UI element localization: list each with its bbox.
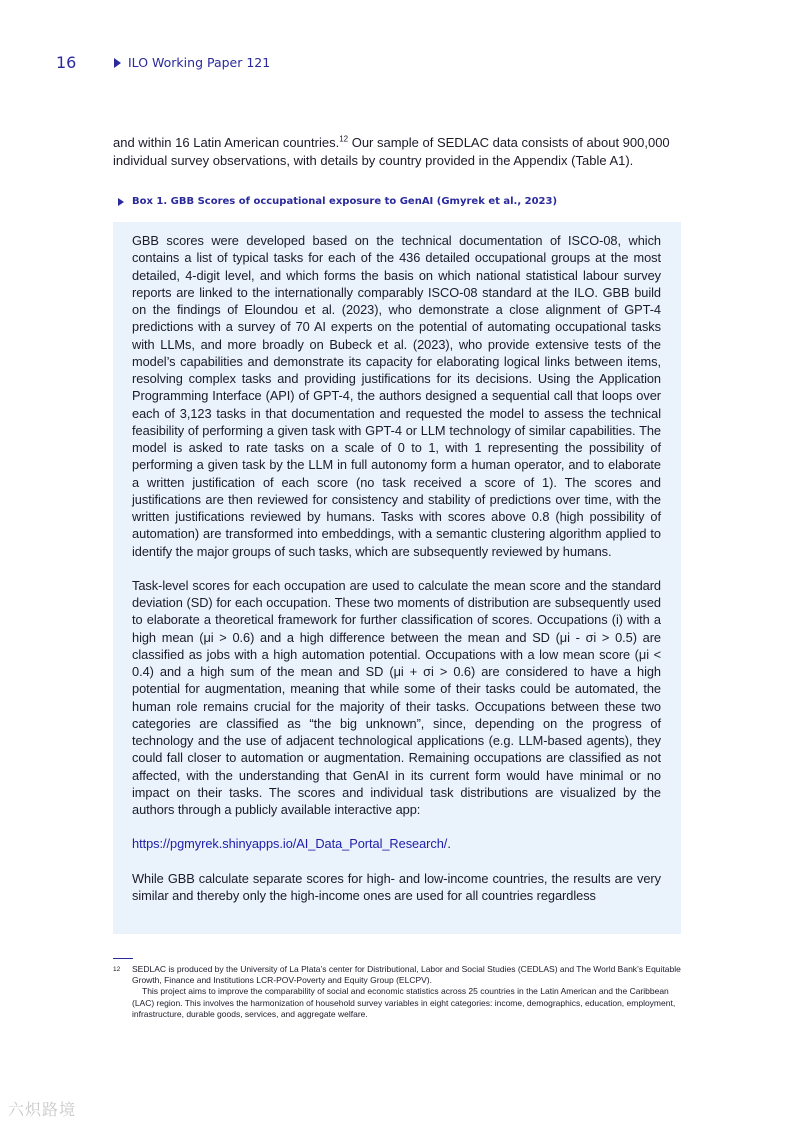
page-number: 16 <box>56 53 77 72</box>
box-title-text: Box 1. GBB Scores of occupational exposure to GenAI (Gmyrek et al., 2023) <box>132 196 558 207</box>
footnote-rule <box>113 958 133 959</box>
footnote-number: 12 <box>113 966 121 973</box>
box-content <box>132 232 661 904</box>
footnote-line-2: This project aims to improve the comparability of social and economic statistics across 25 countries in the Latin American and the Caribbean (LAC) region. This involves the harmonization of household survey variables in eight categories: income, demographics, education, employment, infrastructure, durable goods, services, and aggregate welfare. <box>132 986 676 1019</box>
box-paragraph-3: While GBB calculate separate scores for high- and low-income countries, the results are very similar and thereby only the high-income ones are used for all countries regardless <box>132 870 661 903</box>
running-header <box>114 55 270 70</box>
running-title: ILO Working Paper 121 <box>128 55 271 70</box>
app-link[interactable]: https://pgmyrek.shinyapps.io/AI_Data_Portal_Research/ <box>132 836 448 852</box>
box-panel <box>113 222 681 934</box>
box-paragraph-1: GBB scores were developed based on the technical documentation of ISCO-08, which contains a list of typical tasks for each of the 436 detailed occupational groups at the most detailed, 4-digit level, and which forms the basis on which national statistical labour survey reports are linked to the internationally comparably ISCO-08 standard at the ILO. GBB build on the findings of Eloundou et al. (2023), who demonstrate a close alignment of GPT-4 predictions with a survey of 70 AI experts on the potential of automating occupational tasks with LLMs, and more broadly on Bubeck et al. (2023), who provide extensive tests of the model’s capabilities and demonstrate its capacity for elaborating logical links between items, resolving complex tasks and providing justifications for its decisions. Using the Application Programming Interface (API) of GPT-4, the authors designed a sequential call that loops over each of 3,123 tasks in that documentation and requested the model to assess the technical feasibility of performing a given task with GPT-4 or LLM technology of similar capabilities. The model is asked to rate tasks on a scale of 0 to 1, with 1 representing the possibility of performing a given task by the LLM in full autonomy form a human operator, and to elaborate a written justification of each score (no task received a score of 1). The scores and justifications are then reviewed for consistency and stability of predictions over time, with the written justifications reviewed by humans. Tasks with scores above 0.8 (high possibility of automation) are transformed into embeddings, with a semantic clustering algorithm applied to identify the major groups of such tasks, which are subsequently reviewed by humans. <box>132 233 661 559</box>
box-link-paragraph <box>132 835 661 852</box>
footnote-line-1: SEDLAC is produced by the University of La Plata’s center for Distributional, Labor and Social Studies (CEDLAS) and The World Bank’s Equitable Growth, Finance and Institutions LCR-POV-Poverty and Equity Group (ELCPV). <box>132 964 681 986</box>
link-suffix: . <box>447 836 451 852</box>
footnote-body <box>132 964 681 1020</box>
box-paragraph-2: Task-level scores for each occupation are used to calculate the mean score and the standard deviation (SD) for each occupation. These two moments of distribution are subsequently used to elaborate a theoretical framework for further classification of scores. Occupations (i) with a high mean (μi > 0.6) and a high difference between the mean and SD (μi - σi > 0.5) are classified as jobs with a high automation potential. Occupations with a low mean score (μi < 0.4) and a high sum of the mean and SD (μi + σi > 0.6) are considered to have a high potential for augmentation, meaning that while some of their tasks could be automated, the human role remains crucial for the majority of their tasks. Occupations between these two categories are classified as “the big unknown”, since, depending on the progress of technology and the use of adjacent technological applications (e.g. LLM-based agents), they could fall closer to automation or augmentation. Remaining occupations are classified as not affected, with the understanding that GenAI in its current form would have minimal or no impact on their tasks. The scores and individual task distributions are visualized by the authors through a publicly available interactive app: <box>132 577 661 817</box>
triangle-bullet-icon <box>114 58 121 68</box>
watermark: 六炽路境 <box>8 1102 77 1119</box>
intro-text: and within 16 Latin American countries. <box>113 135 340 150</box>
box-title <box>118 196 557 207</box>
footnote <box>113 964 681 1020</box>
footnote-ref[interactable]: 12 <box>339 134 349 144</box>
intro-paragraph <box>113 134 681 170</box>
triangle-bullet-icon <box>118 198 124 206</box>
intro-text-after: Our sample of SEDLAC data consists of about 900,000 individual survey observations, with details by country provided in the Appendix (Table A1). <box>113 135 670 168</box>
